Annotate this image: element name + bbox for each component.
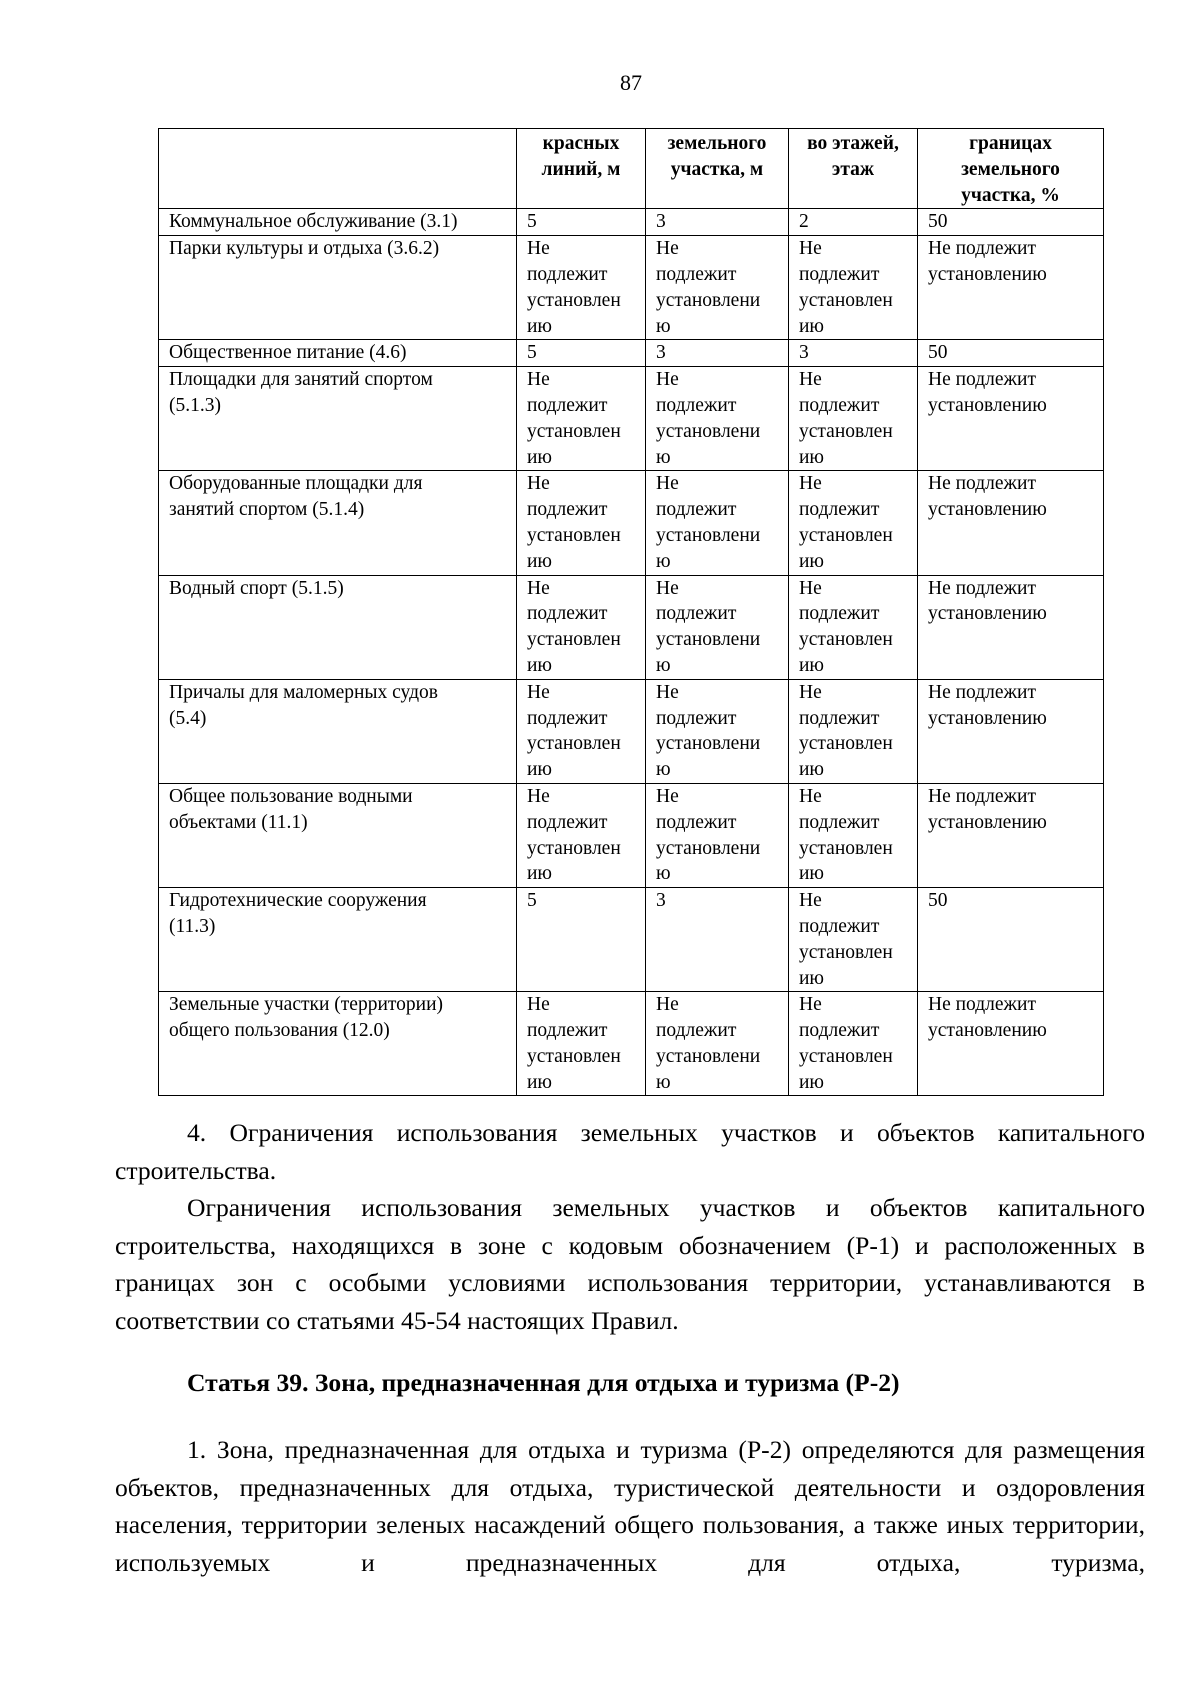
cell-line: подлежит (799, 394, 880, 416)
value-cell-c3 (789, 340, 918, 367)
cell-line: подлежит (527, 394, 608, 416)
value-cell-c4 (918, 888, 1104, 992)
cell-line: подлежит (656, 811, 737, 833)
value-cell-c3 (789, 888, 918, 992)
cell-line: установлен (527, 733, 621, 755)
cell-line: подлежит (799, 707, 880, 729)
header-line: красных (542, 133, 620, 154)
cell-line: подлежит (656, 1020, 737, 1042)
value-cell-c2 (646, 575, 789, 679)
value-cell-c1 (517, 471, 646, 575)
use-type-cell (159, 209, 517, 236)
cell-line: Не (799, 785, 822, 807)
value-cell-c1 (517, 679, 646, 783)
table-body (159, 209, 1104, 1096)
cell-line: 3 (656, 211, 666, 233)
cell-line: Не (799, 369, 822, 391)
cell-line: подлежит (799, 1020, 880, 1042)
cell-line: ю (656, 654, 671, 676)
cell-line: установлен (799, 629, 893, 651)
use-type-cell (159, 679, 517, 783)
cell-line: подлежит (799, 263, 880, 285)
table-row (159, 236, 1104, 340)
header-cell-2 (646, 129, 789, 209)
value-cell-c4 (918, 236, 1104, 340)
table-row (159, 209, 1104, 236)
value-cell-c1 (517, 236, 646, 340)
value-cell-c4 (918, 679, 1104, 783)
cell-line: установлен (527, 1045, 621, 1067)
cell-line: Коммунальное обслуживание (3.1) (169, 211, 458, 233)
cell-line: 5 (527, 211, 537, 233)
cell-line: ию (527, 863, 553, 885)
cell-line: Не (799, 577, 822, 599)
header-line: земельного (961, 158, 1060, 180)
value-cell-c3 (789, 209, 918, 236)
value-cell-c4 (918, 340, 1104, 367)
cell-line: Не (656, 369, 679, 391)
use-type-cell (159, 888, 517, 992)
cell-line: установлен (527, 837, 621, 859)
cell-line: ию (799, 863, 825, 885)
value-cell-c2 (646, 340, 789, 367)
cell-line: установлению (928, 811, 1047, 833)
use-type-cell (159, 992, 517, 1096)
value-cell-c2 (646, 888, 789, 992)
cell-line: (5.4) (169, 707, 207, 729)
cell-line: ию (527, 1071, 553, 1093)
header-line: участка, м (670, 158, 764, 180)
use-type-cell (159, 236, 517, 340)
value-cell-c1 (517, 783, 646, 887)
cell-line: Гидротехнические сооружения (169, 890, 427, 912)
cell-line: Парки культуры и отдыха (3.6.2) (169, 238, 440, 260)
header-cell-4 (918, 129, 1104, 209)
page-number: 87 (620, 70, 642, 95)
cell-line: подлежит (527, 603, 608, 625)
value-cell-c1 (517, 340, 646, 367)
cell-line: Не (527, 369, 550, 391)
cell-line: 5 (527, 342, 537, 364)
cell-line: Земельные участки (территории) (169, 994, 444, 1016)
cell-line: общего пользования (12.0) (169, 1020, 390, 1042)
table-row (159, 679, 1104, 783)
article-39-title: Статья 39. Зона, предназначенная для отдыха и туризма (Р-2) (187, 1368, 900, 1397)
cell-line: установлен (799, 941, 893, 963)
header-line: этаж (831, 158, 875, 180)
cell-line: Водный спорт (5.1.5) (169, 577, 344, 599)
cell-line: ию (527, 654, 553, 676)
cell-line: установлени (656, 733, 761, 755)
cell-line: ию (799, 1071, 825, 1093)
cell-line: установлен (527, 524, 621, 546)
cell-line: установлению (928, 1020, 1047, 1042)
cell-line: 50 (928, 890, 948, 912)
cell-line: Не (527, 577, 550, 599)
cell-line: Не (799, 994, 822, 1016)
value-cell-c3 (789, 367, 918, 471)
cell-line: объектами (11.1) (169, 811, 308, 833)
article-39 (115, 1364, 1145, 1402)
table-row (159, 367, 1104, 471)
table-row (159, 783, 1104, 887)
value-cell-c1 (517, 209, 646, 236)
cell-line: установлен (799, 837, 893, 859)
cell-line: ю (656, 1071, 671, 1093)
cell-line: установлен (799, 289, 893, 311)
cell-line: установлени (656, 420, 761, 442)
cell-line: подлежит (799, 603, 880, 625)
cell-line: ию (527, 550, 553, 572)
cell-line: установлен (799, 524, 893, 546)
table-header (159, 129, 1104, 209)
cell-line: установлен (799, 733, 893, 755)
cell-line: ию (799, 967, 825, 989)
cell-line: ию (527, 759, 553, 781)
cell-line: Не (799, 681, 822, 703)
cell-line: ию (799, 550, 825, 572)
use-type-cell (159, 471, 517, 575)
value-cell-c4 (918, 367, 1104, 471)
cell-line: Не (527, 238, 550, 260)
cell-line: подлежит (527, 1020, 608, 1042)
value-cell-c3 (789, 992, 918, 1096)
cell-line: подлежит (527, 707, 608, 729)
cell-line: 3 (656, 890, 666, 912)
cell-line: Общественное питание (4.6) (169, 342, 407, 364)
cell-line: подлежит (527, 263, 608, 285)
value-cell-c1 (517, 575, 646, 679)
cell-line: Не подлежит (928, 994, 1036, 1016)
value-cell-c2 (646, 471, 789, 575)
cell-line: Не (799, 473, 822, 495)
cell-line: Не (527, 785, 550, 807)
cell-line: установлени (656, 1045, 761, 1067)
table-row (159, 888, 1104, 992)
cell-line: Не подлежит (928, 369, 1036, 391)
cell-line: установлени (656, 289, 761, 311)
cell-line: Не подлежит (928, 681, 1036, 703)
cell-line: 50 (928, 211, 948, 233)
cell-line: установлению (928, 394, 1047, 416)
cell-line: Не (799, 238, 822, 260)
cell-line: ю (656, 550, 671, 572)
value-cell-c4 (918, 783, 1104, 887)
cell-line: ю (656, 759, 671, 781)
table-row (159, 471, 1104, 575)
header-cell-1 (517, 129, 646, 209)
cell-line: 50 (928, 342, 948, 364)
header-cell-3 (789, 129, 918, 209)
value-cell-c2 (646, 209, 789, 236)
cell-line: установлен (799, 1045, 893, 1067)
cell-line: Не подлежит (928, 238, 1036, 260)
cell-line: установлени (656, 629, 761, 651)
cell-line: подлежит (799, 811, 880, 833)
cell-line: ю (656, 863, 671, 885)
cell-line: Не (656, 473, 679, 495)
header-line: земельного (667, 133, 767, 154)
value-cell-c3 (789, 236, 918, 340)
cell-line: 3 (799, 342, 809, 364)
cell-line: Не (656, 785, 679, 807)
regulations-table (158, 128, 1104, 1096)
cell-line: Не (527, 994, 550, 1016)
cell-line: Не (656, 238, 679, 260)
cell-line: установлению (928, 603, 1047, 625)
cell-line: установлен (527, 420, 621, 442)
cell-line: 5 (527, 890, 537, 912)
value-cell-c3 (789, 783, 918, 887)
cell-line: ю (656, 315, 671, 337)
cell-line: Не подлежит (928, 785, 1036, 807)
cell-line: подлежит (656, 707, 737, 729)
cell-line: 3 (656, 342, 666, 364)
cell-line: Общее пользование водными (169, 785, 413, 807)
cell-line: Не (656, 681, 679, 703)
table-row (159, 575, 1104, 679)
table-row (159, 340, 1104, 367)
value-cell-c2 (646, 992, 789, 1096)
cell-line: подлежит (656, 499, 737, 521)
value-cell-c4 (918, 992, 1104, 1096)
cell-line: (11.3) (169, 915, 216, 937)
cell-line: ию (799, 446, 825, 468)
section-4-heading: 4. Ограничения использования земельных участков и объектов капитального строительства. (115, 1118, 1145, 1185)
cell-line: Не (799, 890, 822, 912)
cell-line: установлени (656, 524, 761, 546)
cell-line: установлен (527, 289, 621, 311)
value-cell-c2 (646, 367, 789, 471)
header-line: участка, % (961, 184, 1060, 206)
cell-line: установлению (928, 263, 1047, 285)
cell-line: Не подлежит (928, 473, 1036, 495)
cell-line: подлежит (656, 394, 737, 416)
article-39-body (115, 1431, 1145, 1581)
use-type-cell (159, 367, 517, 471)
article-39-para-1: 1. Зона, предназначенная для отдыха и туризма (Р-2) определяются для размещения объектов, предназначенных для отдыха, туристической деятельности и оздоровления населения, территории зеленых насаждений общего пользования, а также иных территории, используемых и предназначенных для отдыха, туризма, (115, 1435, 1145, 1577)
use-type-cell (159, 575, 517, 679)
cell-line: подлежит (527, 499, 608, 521)
header-cell-0 (159, 129, 517, 209)
cell-line: установлен (799, 420, 893, 442)
cell-line: Причалы для маломерных судов (169, 681, 438, 703)
cell-line: занятий спортом (5.1.4) (169, 499, 365, 521)
cell-line: Не (656, 994, 679, 1016)
value-cell-c1 (517, 992, 646, 1096)
value-cell-c4 (918, 471, 1104, 575)
cell-line: (5.1.3) (169, 394, 221, 416)
cell-line: подлежит (656, 263, 737, 285)
value-cell-c3 (789, 471, 918, 575)
cell-line: ию (527, 446, 553, 468)
cell-line: ию (799, 654, 825, 676)
cell-line: установлени (656, 837, 761, 859)
header-line: во этажей, (807, 133, 899, 154)
section-4-body: Ограничения использования земельных участков и объектов капитального строительства, находящихся в зоне с кодовым обозначением (Р-1) и расположенных в границах зон с особыми условиями использования территории, устанавливаются в соответствии со статьями 45-54 настоящих Правил. (115, 1193, 1145, 1335)
cell-line: Не (656, 577, 679, 599)
use-type-cell (159, 783, 517, 887)
cell-line: подлежит (656, 603, 737, 625)
value-cell-c3 (789, 575, 918, 679)
cell-line: Оборудованные площадки для (169, 473, 423, 495)
cell-line: Не (527, 473, 550, 495)
cell-line: ию (799, 315, 825, 337)
cell-line: установлен (527, 629, 621, 651)
value-cell-c2 (646, 783, 789, 887)
value-cell-c3 (789, 679, 918, 783)
cell-line: подлежит (799, 499, 880, 521)
value-cell-c1 (517, 367, 646, 471)
cell-line: подлежит (527, 811, 608, 833)
value-cell-c2 (646, 679, 789, 783)
section-4 (115, 1114, 1145, 1339)
use-type-cell (159, 340, 517, 367)
cell-line: Не подлежит (928, 577, 1036, 599)
cell-line: подлежит (799, 915, 880, 937)
cell-line: установлению (928, 707, 1047, 729)
cell-line: ию (799, 759, 825, 781)
cell-line: установлению (928, 499, 1047, 521)
value-cell-c1 (517, 888, 646, 992)
cell-line: Площадки для занятий спортом (169, 369, 433, 391)
table-row (159, 992, 1104, 1096)
cell-line: 2 (799, 211, 809, 233)
header-line: границах (969, 133, 1052, 154)
header-line: линий, м (541, 158, 621, 180)
cell-line: ю (656, 446, 671, 468)
cell-line: ию (527, 315, 553, 337)
value-cell-c4 (918, 575, 1104, 679)
value-cell-c4 (918, 209, 1104, 236)
value-cell-c2 (646, 236, 789, 340)
cell-line: Не (527, 681, 550, 703)
